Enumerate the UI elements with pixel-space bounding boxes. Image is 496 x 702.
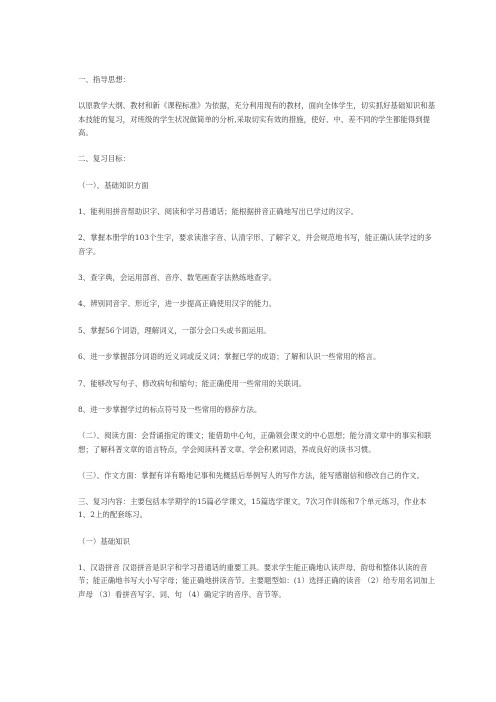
- goal-item-2: 2、掌握本册学的103个生字，要求读准字音、认清字形、了解字义，并会规范地书写，能正确认读学过的多音字。: [78, 233, 432, 256]
- heading-review-goals: 二、复习目标：: [78, 154, 131, 164]
- goal-item-5: 5、掌握56个词语，理解词义，一部分会口头或书面运用。: [78, 325, 271, 335]
- subheading-basic-knowledge: （一）、基础知识方面: [78, 180, 149, 190]
- subheading-basics: （一）基础知识: [78, 536, 131, 546]
- paragraph-review-content: 三、复习内容：主要包括本学期学的15篇必学课文，15篇选学课文，7次习作训练和7个单元练习，作业本1、2上的配套练习。: [78, 497, 427, 520]
- goal-item-8: 8、进一步掌握学过的标点符号及一些常用的修辞方法。: [78, 404, 262, 414]
- goal-item-1: 1、能利用拼音帮助识字、阅读和学习普通话；能根据拼音正确地写出已学过的汉字。: [78, 206, 359, 216]
- goal-item-4: 4、辨别同音字、形近字，进一步提高正确使用汉字的能力。: [78, 299, 277, 309]
- goal-item-3: 3、查字典，会运用部首、音序、数笔画查字法熟练地查字。: [78, 272, 277, 282]
- heading-guiding-thought: 一、指导思想：: [78, 75, 131, 84]
- goal-item-6: 6、进一步掌握部分词语的近义词或反义词；掌握已学的成语；了解和认识一些常用的格言。: [78, 352, 381, 362]
- paragraph-guiding-thought: 以原教学大纲、教材和新《课程标准》为依据，充分利用现有的教材，面向全体学生，切实抓好基础知识和基本技能的复习，对班级的学生状况做简单的分析,采取切实有效的措施，使好、中、差不同的学生都能得到提高。: [78, 101, 436, 137]
- paragraph-pinyin: 1、汉语拼音 汉语拼音是识字和学习普通话的重要工具。要求学生能正确地认读声母、韵母和整体认读的音节；能正确地书写大小写字母；能正确地拼读音节。主要题型如：(1）选择正确的读音 （2）给专用名词加上声母 （3）看拼音写字、词、句 （4）确定字的音序、音节等。: [78, 563, 436, 599]
- paragraph-writing: （三）、作文方面：掌握有详有略地记事和先概括后举例写人的写作方法，能写感谢信和修改自己的作文。: [78, 470, 425, 480]
- paragraph-reading: （二）、阅读方面：会背诵指定的课文；能借助中心句，正确领会课文的中心思想；能分清文章中的事实和联想；了解科普文章的语言特点，学会阅读科普文章。学会积累词语，养成良好的读书习惯。: [78, 431, 432, 454]
- goal-item-7: 7、能够改写句子、修改病句和缩句；能正确使用一些常用的关联词。: [78, 378, 306, 388]
